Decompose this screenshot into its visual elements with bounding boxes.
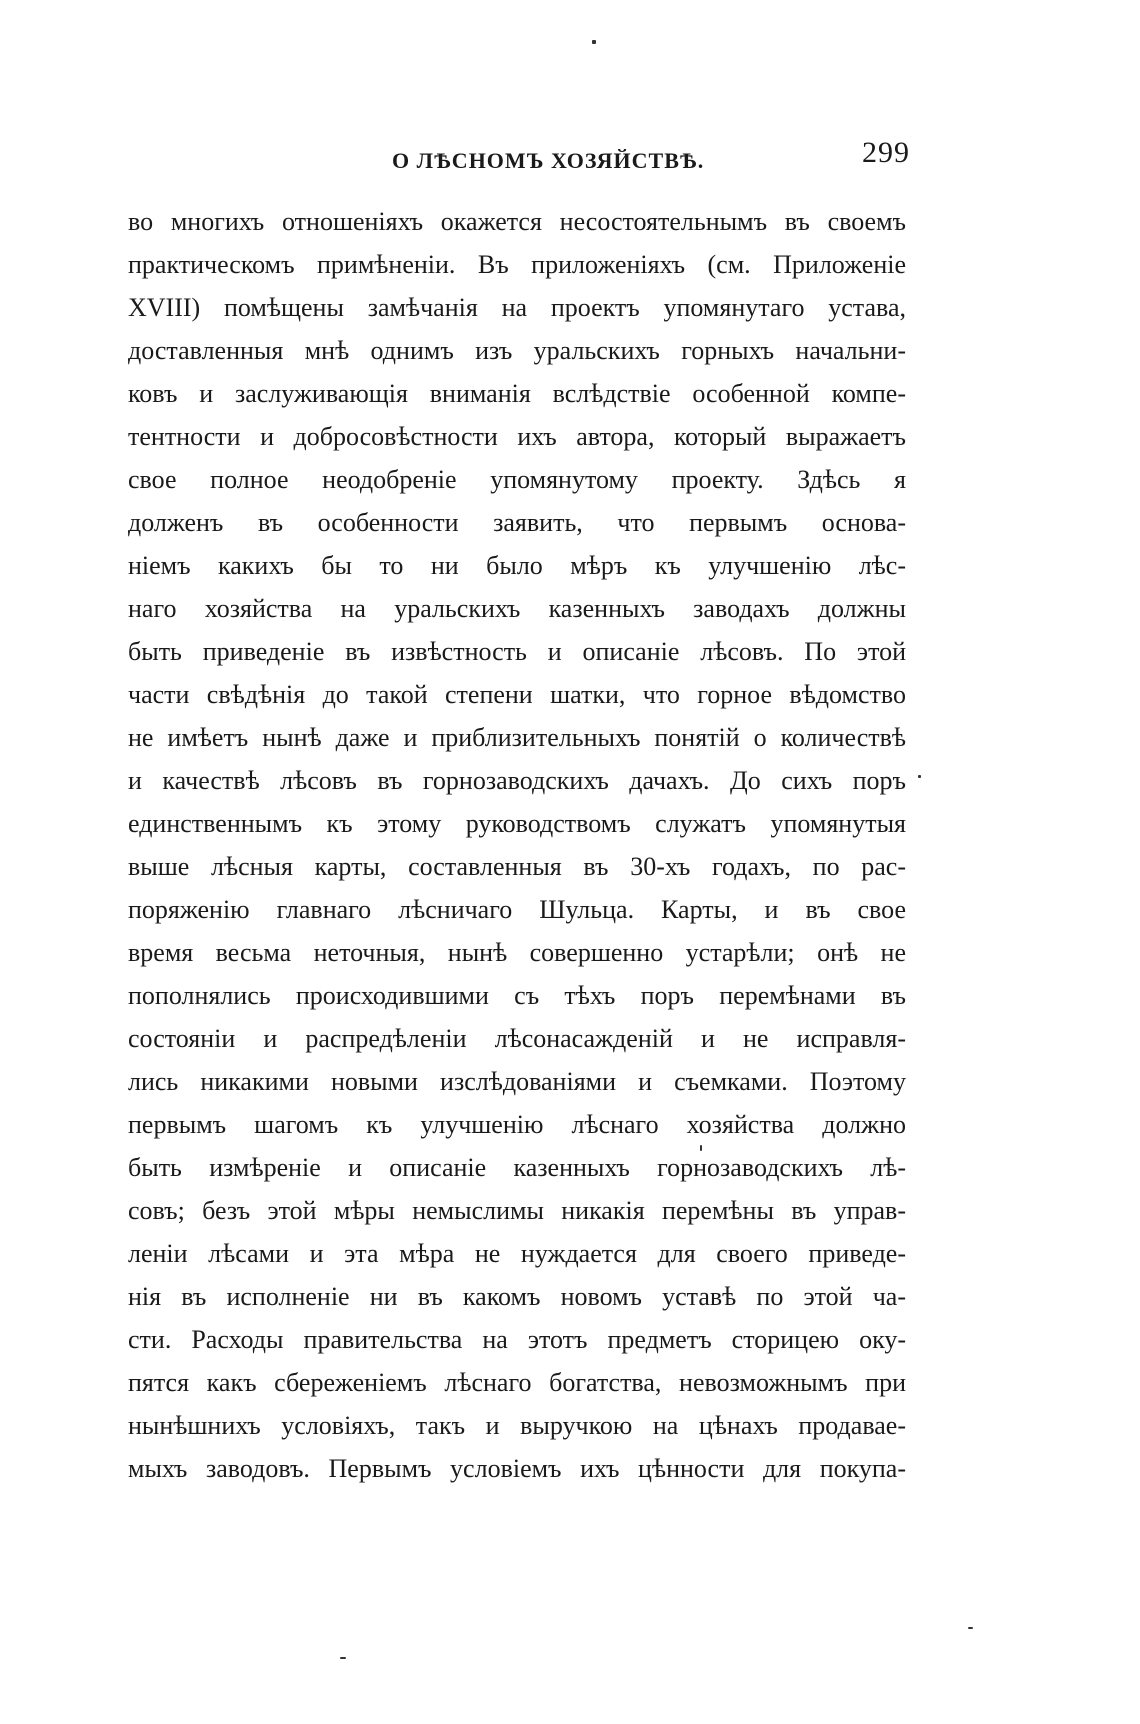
text-line: быть приведеніе въ извѣстность и описаніе лѣсовъ. По этой <box>128 637 906 666</box>
text-line: сти. Расходы правительства на этотъ предметъ сторицею оку- <box>128 1325 906 1354</box>
scan-speck <box>918 775 921 778</box>
text-line: наго хозяйства на уральскихъ казенныхъ заводахъ должны <box>128 594 906 623</box>
scan-speck <box>592 40 596 44</box>
page-number: 299 <box>862 136 910 169</box>
text-line: поряженію главнаго лѣсничаго Шульца. Карты, и въ свое <box>128 895 906 924</box>
page-header <box>130 130 910 180</box>
text-line: первымъ шагомъ къ улучшенію лѣснаго хозяйства должно <box>128 1110 906 1139</box>
text-line: не имѣетъ нынѣ даже и приблизительныхъ понятій о количествѣ <box>128 723 906 752</box>
text-line: лись никакими новыми изслѣдованіями и съемками. Поэтому <box>128 1067 906 1096</box>
text-line: время весьма неточныя, нынѣ совершенно устарѣли; онѣ не <box>128 938 906 967</box>
text-line: доставленныя мнѣ однимъ изъ уральскихъ горныхъ начальни- <box>128 336 906 365</box>
running-title: О ЛѢСНОМЪ ХОЗЯЙСТВѢ. <box>392 148 705 173</box>
text-line: выше лѣсныя карты, составленныя въ 30-хъ годахъ, по рас- <box>128 852 906 881</box>
text-line: быть измѣреніе и описаніе казенныхъ горнозаводскихъ лѣ- <box>128 1153 906 1182</box>
text-line: пополнялись происходившими съ тѣхъ поръ перемѣнами въ <box>128 981 906 1010</box>
text-line: свое полное неодобреніе упомянутому проекту. Здѣсь я <box>128 465 906 494</box>
text-line: состояніи и распредѣленіи лѣсонасажденій и не исправля- <box>128 1024 906 1053</box>
body-text <box>128 200 906 1490</box>
text-line: и качествѣ лѣсовъ въ горнозаводскихъ дачахъ. До сихъ поръ <box>128 766 906 795</box>
text-line: практическомъ примѣненіи. Въ приложеніяхъ (см. Приложеніе <box>128 250 906 279</box>
text-line: леніи лѣсами и эта мѣра не нуждается для своего приведе- <box>128 1239 906 1268</box>
text-line: во многихъ отношеніяхъ окажется несостоятельнымъ въ своемъ <box>128 207 906 236</box>
text-line: пятся какъ сбереженіемъ лѣснаго богатства, невозможнымъ при <box>128 1368 906 1397</box>
scan-speck <box>968 1627 973 1629</box>
text-line: XVIII) помѣщены замѣчанія на проектъ упомянутаго устава, <box>128 293 906 322</box>
text-line: части свѣдѣнія до такой степени шатки, что горное вѣдомство <box>128 680 906 709</box>
text-line: нія въ исполненіе ни въ какомъ новомъ уставѣ по этой ча- <box>128 1282 906 1311</box>
text-line: ковъ и заслуживающія вниманія вслѣдствіе особенной компе- <box>128 379 906 408</box>
text-line: долженъ въ особенности заявить, что первымъ основа- <box>128 508 906 537</box>
text-line: ніемъ какихъ бы то ни было мѣръ къ улучшенію лѣс- <box>128 551 906 580</box>
text-line: нынѣшнихъ условіяхъ, такъ и выручкою на цѣнахъ продавае- <box>128 1411 906 1440</box>
text-line: совъ; безъ этой мѣры немыслимы никакія перемѣны въ управ- <box>128 1196 906 1225</box>
scan-speck <box>340 1657 346 1659</box>
text-line: тентности и добросовѣстности ихъ автора, который выражаетъ <box>128 422 906 451</box>
text-line: единственнымъ къ этому руководствомъ служатъ упомянутыя <box>128 809 906 838</box>
text-line: мыхъ заводовъ. Первымъ условіемъ ихъ цѣнности для покупа- <box>128 1454 906 1483</box>
